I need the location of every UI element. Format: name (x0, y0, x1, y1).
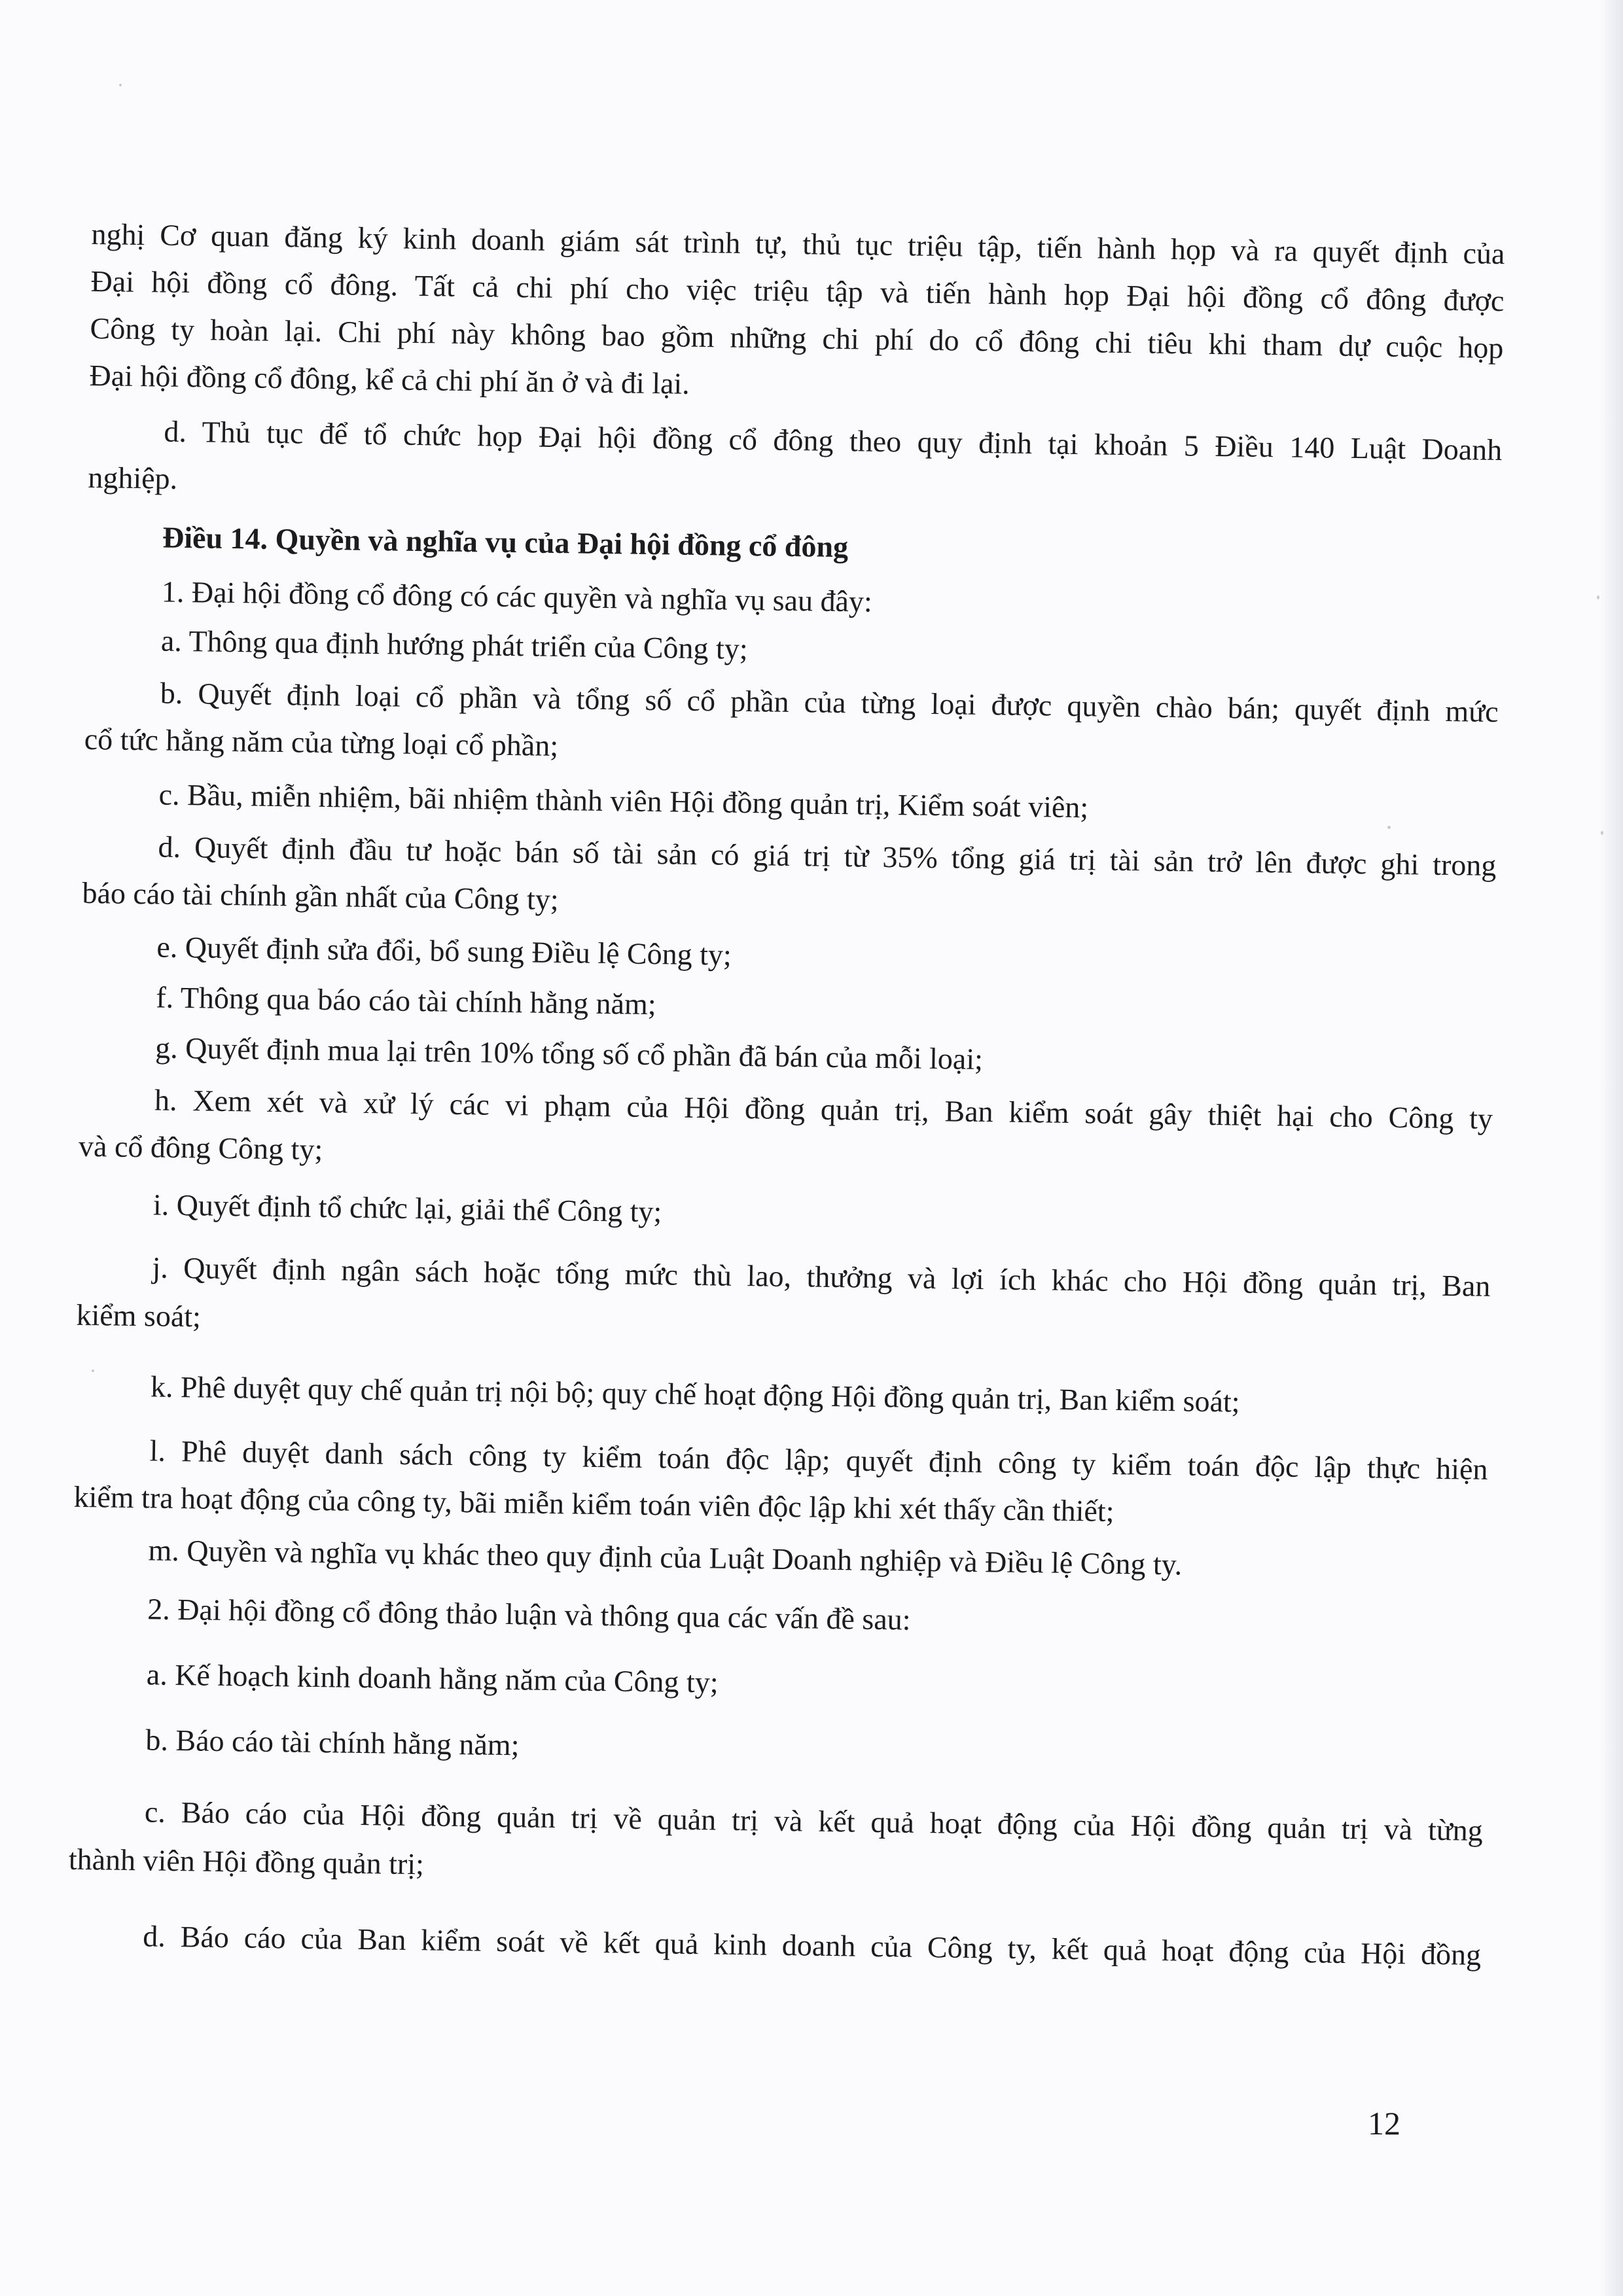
paragraph-line: Đại hội đồng cổ đông, kể cả chi phí ăn ở và đi lại. (89, 358, 690, 400)
page-number: 12 (1368, 2105, 1400, 2142)
clause-1e: e. Quyết định sửa đổi, bổ sung Điều lệ Công ty; (156, 930, 732, 972)
clause-1b-cont: cổ tức hằng năm của từng loại cổ phần; (84, 722, 559, 763)
clause-1b: b. Quyết định loại cổ phần và tổng số cổ phần của từng loại được quyền chào bán; quyết định mức (160, 676, 1499, 729)
clause-1i: i. Quyết định tổ chức lại, giải thể Công ty; (152, 1188, 662, 1229)
clause-2b: b. Báo cáo tài chính hằng năm; (145, 1723, 520, 1762)
clause-2c: c. Báo cáo của Hội đồng quản trị về quản trị và kết quả hoạt động của Hội đồng quản trị và từng (144, 1795, 1484, 1847)
scan-speck (92, 1369, 94, 1372)
clause-1j-cont: kiểm soát; (76, 1298, 202, 1333)
clause-1l: l. Phê duyệt danh sách công ty kiểm toán độc lập; quyết định công ty kiểm toán độc lập thực hiện (149, 1434, 1488, 1486)
clause-1h-cont: và cổ đông Công ty; (78, 1129, 323, 1167)
clause-1g: g. Quyết định mua lại trên 10% tổng số cổ phần đã bán của mỗi loại; (154, 1031, 984, 1076)
clause-1a: a. Thông qua định hướng phát triển của Công ty; (160, 624, 748, 666)
clause-1j: j. Quyết định ngân sách hoặc tổng mức thù lao, thưởng và lợi ích khác cho Hội đồng quản trị, Ban (152, 1250, 1491, 1303)
item-d-procedure: d. Thủ tục để tổ chức họp Đại hội đồng cổ đông theo quy định tại khoản 5 Điều 140 Luật Doanh (164, 414, 1503, 467)
scan-speck (1597, 595, 1599, 599)
paragraph-line: Công ty hoàn lại. Chi phí này không bao gồm những chi phí do cổ đông chi tiêu khi tham dự cuộc họp (90, 311, 1504, 365)
article-14-heading: Điều 14. Quyền và nghĩa vụ của Đại hội đồng cổ đông (162, 520, 849, 564)
clause-1d: d. Quyết định đầu tư hoặc bán số tài sản có giá trị từ 35% tổng giá trị tài sản trở lên được ghi trong (158, 830, 1497, 883)
clause-2a: a. Kế hoạch kinh doanh hằng năm của Công ty; (146, 1657, 719, 1699)
paragraph-line: Đại hội đồng cổ đông. Tất cả chi phí cho việc triệu tập và tiến hành họp Đại hội đồng cổ đông được (90, 264, 1505, 318)
clause-2c-cont: thành viên Hội đồng quản trị; (68, 1842, 425, 1881)
clause-1l-cont: kiểm tra hoạt động của công ty, bãi miễn kiểm toán viên độc lập khi xét thấy cần thiết; (73, 1479, 1115, 1528)
paragraph-line: nghiệp. (88, 460, 178, 495)
clause-1k: k. Phê duyệt quy chế quản trị nội bộ; quy chế hoạt động Hội đồng quản trị, Ban kiểm soát; (150, 1369, 1240, 1419)
clause-2-intro: 2. Đại hội đồng cổ đông thảo luận và thông qua các vấn đề sau: (147, 1592, 911, 1636)
scan-speck (1601, 831, 1603, 835)
document-body (68, 216, 1505, 1971)
clause-1d-cont: báo cáo tài chính gần nhất của Công ty; (82, 875, 559, 917)
clause-1m: m. Quyền và nghĩa vụ khác theo quy định của Luật Doanh nghiệp và Điều lệ Công ty. (148, 1533, 1183, 1581)
clause-1-intro: 1. Đại hội đồng cổ đông có các quyền và nghĩa vụ sau đây: (161, 574, 873, 618)
paragraph-line: nghị Cơ quan đăng ký kinh doanh giám sát trình tự, thủ tục triệu tập, tiến hành họp và ra quyết định của (91, 217, 1505, 271)
clause-1f: f. Thông qua báo cáo tài chính hằng năm; (155, 980, 656, 1021)
clause-1h: h. Xem xét và xử lý các vi phạm của Hội đồng quản trị, Ban kiểm soát gây thiệt hại cho Công ty (154, 1083, 1493, 1136)
scan-speck (119, 84, 122, 86)
clause-1c: c. Bầu, miễn nhiệm, bãi nhiệm thành viên Hội đồng quản trị, Kiểm soát viên; (158, 777, 1089, 824)
clause-2d: d. Báo cáo của Ban kiểm soát về kết quả kinh doanh của Công ty, kết quả hoạt động của Hội đồng (142, 1919, 1482, 1971)
